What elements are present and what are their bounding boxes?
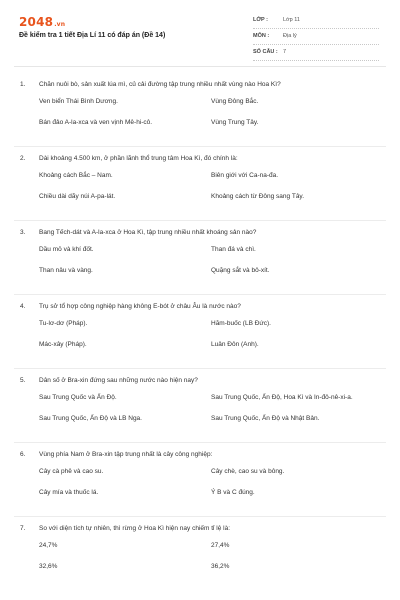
site-logo[interactable]	[19, 15, 65, 29]
option-b[interactable]: Sau Trung Quốc, Ấn Độ, Hoa Kì và In-đô-nê-xi-a.	[211, 394, 353, 401]
meta-label: MÔN :	[253, 33, 270, 39]
question-number: 7.	[20, 525, 26, 532]
question-text: Vùng phía Nam ở Bra-xin tập trung nhất là cây công nghiệp:	[39, 451, 213, 458]
option-a[interactable]: Sau Trung Quốc và Ấn Độ.	[39, 394, 117, 401]
question-separator	[14, 294, 386, 295]
option-c[interactable]: Than nâu và vàng.	[39, 267, 93, 274]
options	[0, 244, 400, 294]
option-a[interactable]: Tu-lơ-dơ (Pháp).	[39, 320, 88, 327]
question-text: Dân số ở Bra-xin đứng sau những nước nào hiện nay?	[39, 377, 198, 384]
question-number: 4.	[20, 303, 26, 310]
option-d[interactable]: Sau Trung Quốc, Ấn Độ và Nhật Bản.	[211, 415, 320, 422]
option-c[interactable]: Sau Trung Quốc, Ấn Độ và LB Nga.	[39, 415, 142, 422]
option-a[interactable]: Ven biển Thái Bình Dương.	[39, 98, 118, 105]
question-2	[0, 150, 400, 224]
meta-row-count	[253, 45, 379, 61]
option-c[interactable]: Chiều dài dãy núi A-pa-lát.	[39, 193, 116, 200]
question-3	[0, 224, 400, 298]
question-header	[0, 298, 400, 318]
meta-value: Lớp 11	[283, 17, 300, 23]
question-1	[0, 76, 400, 150]
option-c[interactable]: Cây mía và thuốc lá.	[39, 489, 99, 496]
logo-suffix: .vn	[54, 21, 66, 28]
question-list	[0, 76, 400, 590]
question-header	[0, 150, 400, 170]
question-text: Bang Tếch-dát và A-la-xca ở Hoa Kì, tập trung nhiều nhất khoáng sản nào?	[39, 229, 257, 236]
option-c[interactable]: 32,6%	[39, 563, 58, 570]
question-number: 1.	[20, 81, 26, 88]
option-b[interactable]: Vùng Đông Bắc.	[211, 98, 259, 105]
question-text: So với diện tích tự nhiên, thì rừng ở Hoa Kì hiện nay chiếm tỉ lệ là:	[39, 525, 231, 532]
option-b[interactable]: Biên giới với Ca-na-đa.	[211, 172, 279, 179]
meta-value: Địa lý	[283, 33, 297, 39]
meta-row-subject	[253, 29, 379, 45]
option-a[interactable]: Dầu mỏ và khí đốt.	[39, 246, 94, 253]
question-6	[0, 446, 400, 520]
question-text: Dài khoảng 4.500 km, ở phần lãnh thổ trung tâm Hoa Kì, đó chính là:	[39, 155, 238, 162]
header	[0, 0, 400, 62]
logo-main: 2048	[19, 15, 54, 29]
option-a[interactable]: Khoảng cách Bắc – Nam.	[39, 172, 113, 179]
option-c[interactable]: Mác-xây (Pháp).	[39, 341, 87, 348]
meta-row-class	[253, 13, 379, 29]
question-separator	[14, 516, 386, 517]
option-d[interactable]: 36,2%	[211, 563, 230, 570]
option-d[interactable]: Ý B và C đúng.	[211, 489, 255, 496]
question-separator	[14, 368, 386, 369]
question-header	[0, 446, 400, 466]
option-d[interactable]: Luân Đôn (Anh).	[211, 341, 259, 348]
meta-label: SỐ CÂU :	[253, 49, 278, 55]
question-number: 5.	[20, 377, 26, 384]
options	[0, 318, 400, 368]
meta-label: LỚP :	[253, 17, 268, 23]
question-number: 2.	[20, 155, 26, 162]
options	[0, 170, 400, 220]
question-header	[0, 224, 400, 244]
option-b[interactable]: Hăm-buốc (LB Đức).	[211, 320, 271, 327]
question-text: Chăn nuôi bò, sản xuất lúa mì, củ cải đường tập trung nhiều nhất vùng nào Hoa Kì?	[39, 81, 281, 88]
header-divider	[14, 66, 386, 67]
question-header	[0, 76, 400, 96]
question-header	[0, 372, 400, 392]
option-b[interactable]: 27,4%	[211, 542, 230, 549]
option-b[interactable]: Cây chè, cao su và bông.	[211, 468, 285, 475]
option-a[interactable]: Cây cà phê và cao su.	[39, 468, 104, 475]
options	[0, 540, 400, 590]
question-separator	[14, 220, 386, 221]
meta-info	[253, 13, 379, 61]
meta-value: 7	[283, 49, 287, 55]
document-title: Đề kiểm tra 1 tiết Địa Lí 11 có đáp án (Đề 14)	[19, 32, 166, 39]
option-c[interactable]: Bán đảo A-la-xca và ven vịnh Mê-hi-cô.	[39, 119, 153, 126]
question-number: 3.	[20, 229, 26, 236]
question-number: 6.	[20, 451, 26, 458]
question-text: Trụ sở tổ hợp công nghiệp hàng không E-bót ở châu Âu là nước nào?	[39, 303, 241, 310]
options	[0, 392, 400, 442]
options	[0, 466, 400, 516]
question-4	[0, 298, 400, 372]
option-d[interactable]: Vùng Trung Tây.	[211, 119, 259, 126]
question-5	[0, 372, 400, 446]
option-d[interactable]: Khoảng cách từ Đông sang Tây.	[211, 193, 305, 200]
question-7	[0, 520, 400, 590]
question-separator	[14, 442, 386, 443]
options	[0, 96, 400, 146]
option-b[interactable]: Than đá và chì.	[211, 246, 256, 253]
question-separator	[14, 146, 386, 147]
option-a[interactable]: 24,7%	[39, 542, 58, 549]
question-header	[0, 520, 400, 540]
option-d[interactable]: Quặng sắt và bô-xít.	[211, 267, 270, 274]
